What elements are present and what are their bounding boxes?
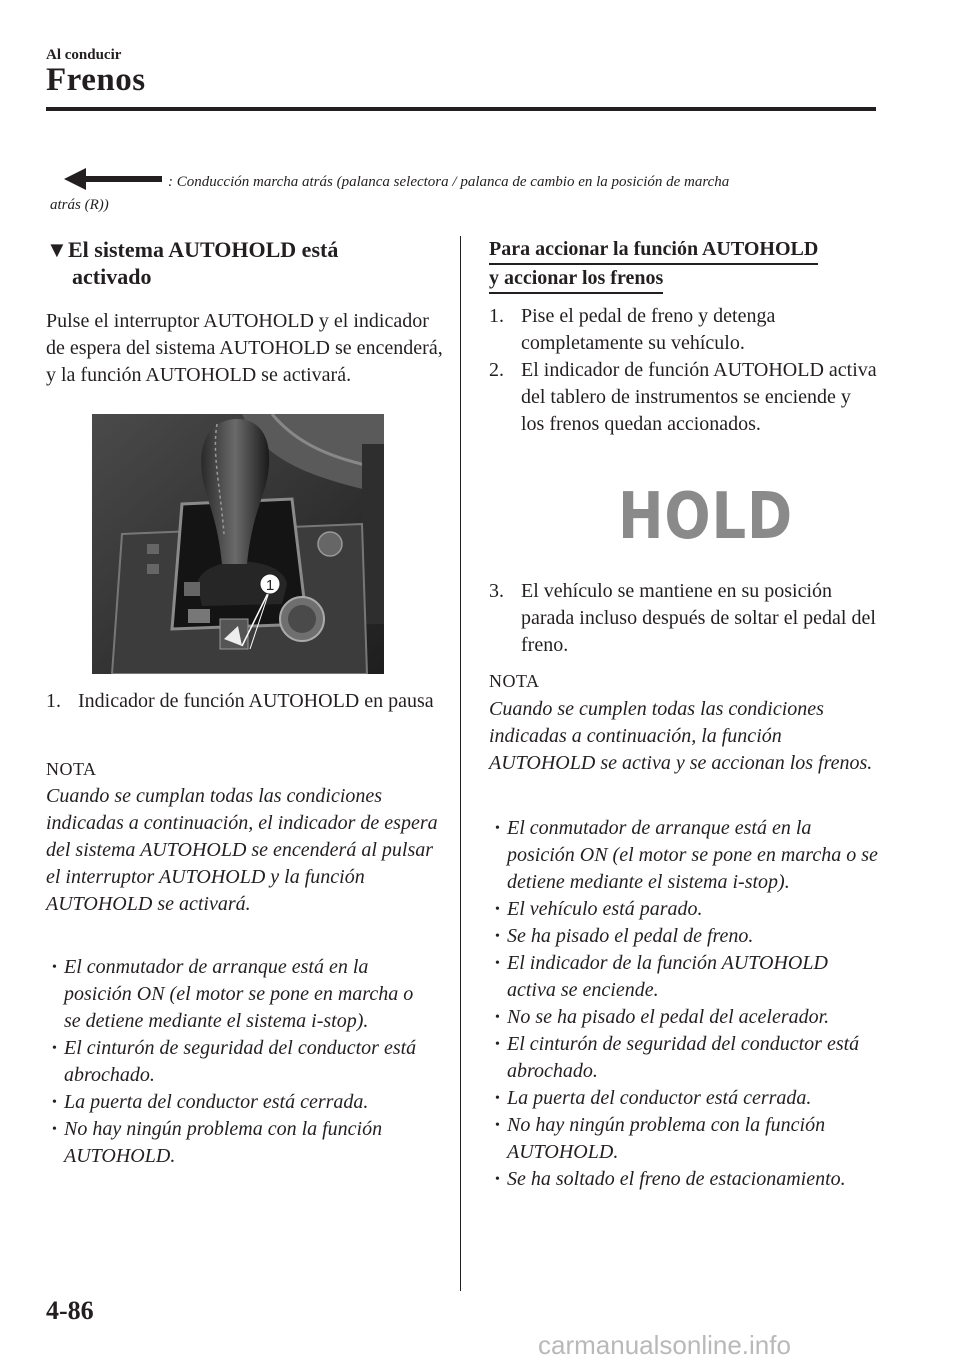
triangle-icon: ▼ [46, 237, 68, 262]
gear-lever-photo [92, 414, 384, 674]
left-heading-line1: El sistema AUTOHOLD está [68, 237, 339, 262]
list-item: • El conmutador de arranque está en la posición ON (el motor se pone en marcha o se detiene mediante el sistema i-stop). [495, 817, 878, 893]
right-heading-line2: y accionar los frenos [489, 265, 663, 294]
left-heading-line2: activado [72, 264, 152, 289]
watermark: carmanualsonline.info [538, 1330, 791, 1360]
list-item: • El conmutador de arranque está en la posición ON (el motor se pone en marcha o se detiene mediante el sistema i-stop). [52, 956, 414, 1032]
right-bullet-list [489, 815, 879, 1193]
list-item: • La puerta del conductor está cerrada. [495, 1087, 812, 1109]
left-paragraph: Pulse el interruptor AUTOHOLD y el indicador de espera del sistema AUTOHOLD se encenderá, y la función AUTOHOLD se activará. [46, 310, 443, 386]
figure-callout: 1 [265, 577, 275, 594]
page-title: Frenos [46, 62, 146, 98]
right-heading [489, 236, 818, 294]
list-item: • Se ha pisado el pedal de freno. [495, 925, 754, 947]
page-number: 4-86 [46, 1296, 94, 1325]
list-item: • El vehículo está parado. [495, 898, 703, 920]
column-divider [460, 236, 461, 1291]
right-heading-line1: Para accionar la función AUTOHOLD [489, 236, 818, 265]
list-item: • El cinturón de seguridad del conductor está abrochado. [52, 1037, 417, 1086]
section-label: Al conducir [46, 47, 122, 63]
left-note-text: Cuando se cumplan todas las condiciones indicadas a continuación, el indicador de espera del sistema AUTOHOLD se encenderá al pulsar el interruptor AUTOHOLD y la función AUTOHOLD se activará. [46, 785, 438, 915]
left-bullet-list [46, 954, 431, 1170]
legend-line-1: : Conducción marcha atrás (palanca selectora / palanca de cambio en la posición de marcha [168, 174, 730, 190]
left-note-heading: NOTA [46, 759, 97, 779]
right-note-heading: NOTA [489, 671, 540, 691]
list-item: • La puerta del conductor está cerrada. [52, 1091, 369, 1113]
step-2: 2. El indicador de función AUTOHOLD activa del tablero de instrumentos se enciende y los frenos quedan accionados. [489, 359, 877, 435]
step-3-wrap [489, 578, 879, 659]
right-note-text: Cuando se cumplen todas las condiciones indicadas a continuación, la función AUTOHOLD se activa y se accionan los frenos. [489, 698, 873, 774]
step-3: 3. El vehículo se mantiene en su posición parada incluso después de soltar el pedal del freno. [489, 580, 876, 656]
list-item: • No hay ningún problema con la función AUTOHOLD. [52, 1118, 383, 1167]
list-item: • Se ha soltado el freno de estacionamiento. [495, 1168, 846, 1190]
figure-caption [46, 688, 446, 715]
caption-number: 1. [46, 690, 61, 712]
step-1: 1. Pise el pedal de freno y detenga completamente su vehículo. [489, 305, 776, 354]
legend-line-2: atrás (R)) [50, 197, 109, 213]
list-item: • El indicador de la función AUTOHOLD activa se enciende. [495, 952, 828, 1001]
list-item: • El cinturón de seguridad del conductor está abrochado. [495, 1033, 860, 1082]
left-heading [46, 236, 446, 290]
steps-list [489, 303, 879, 438]
hold-indicator: HOLD [618, 480, 793, 554]
reverse-arrow-icon [64, 168, 164, 190]
list-item: • No se ha pisado el pedal del acelerador. [495, 1006, 830, 1028]
caption-text: Indicador de función AUTOHOLD en pausa [78, 690, 434, 712]
title-rule [46, 107, 876, 111]
list-item: • No hay ningún problema con la función AUTOHOLD. [495, 1114, 826, 1163]
